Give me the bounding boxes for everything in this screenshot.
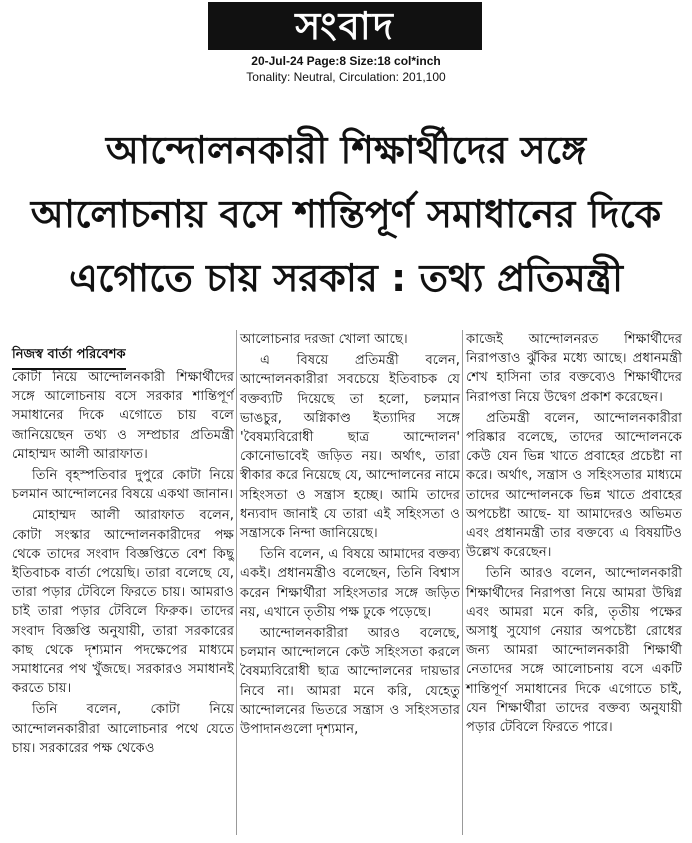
column-divider <box>236 330 237 835</box>
paragraph: তিনি বলেন, এ বিষয়ে আমাদের বক্তব্য একই। প্রধানমন্ত্রীও বলেছেন, তিনি বিশ্বাস করেন শিক্ষার্থীরা সহিংসতার সঙ্গে জড়িত নয়, এখানে তৃতীয় পক্ষ ঢুকে পড়েছে। <box>240 547 460 620</box>
clipping-meta-tonality: Tonality: Neutral, Circulation: 201,100 <box>246 70 446 84</box>
column-divider <box>462 330 463 835</box>
article-column-1 <box>12 368 234 760</box>
paragraph: এ বিষয়ে প্রতিমন্ত্রী বলেন, আন্দোলনকারীরা সবচেয়ে ইতিবাচক যে বক্তব্যটি দিয়েছে তা হলো, চলমান ভাঙচুর, অগ্নিকাণ্ড ইত্যাদির সঙ্গে 'বৈষম্যবিরোধী ছাত্র আন্দোলন' কোনোভাবেই জড়িত নয়। অর্থাৎ, তারা স্বীকার করে নিয়েছে যে, আন্দোলনের নামে সহিংসতা ও সন্ত্রাস হচ্ছে। আমি তাদের ধন্যবাদ জানাই যে তারা এই সহিংসতা ও সন্ত্রাসকে নিন্দা জানিয়েছে। <box>240 353 460 542</box>
paragraph: আলোচনার দরজা খোলা আছে। <box>240 332 408 347</box>
paragraph: কাজেই আন্দোলনরত শিক্ষার্থীদের নিরাপত্তাও ঝুঁকির মধ্যে আছে। প্রধানমন্ত্রী শেখ হাসিনা তার বক্তব্যেও শিক্ষার্থীদের নিরাপত্তা নিয়ে উদ্বেগ প্রকাশ করেছেন। <box>466 332 682 405</box>
headline-line-2: আলোচনায় বসে শান্তিপূর্ণ সমাধানের দিকে <box>30 192 662 236</box>
byline: নিজস্ব বার্তা পরিবেশক <box>12 345 126 370</box>
headline-line-1: আন্দোলনকারী শিক্ষার্থীদের সঙ্গে <box>105 128 587 172</box>
newspaper-logo: সংবাদ <box>208 2 482 50</box>
paragraph: তিনি বৃহস্পতিবার দুপুরে কোটা নিয়ে চলমান আন্দোলনের বিষয়ে একথা জানান। <box>12 468 234 503</box>
paragraph: আন্দোলনকারীরা আরও বলেছে, চলমান আন্দোলনে কেউ সহিংসতা করলে বৈষম্যবিরোধী ছাত্র আন্দোলনের দায়ভার নিবে না। আমরা মনে করি, যেহেতু আন্দোলনের ভিতরে সন্ত্রাস ও সহিংসতার উপাদানগুলো দৃশ্যমান, <box>240 626 460 738</box>
paragraph: প্রতিমন্ত্রী বলেন, আন্দোলনকারীরা পরিষ্কার বলেছে, তাদের আন্দোলনকে কেউ যেন ভিন্ন খাতে প্রবাহের প্রচেষ্টা না করে। অর্থাৎ, সন্ত্রাস ও সহিংসতার মাধ্যমে তাদের আন্দোলনকে ভিন্ন খাতে প্রবাহের অপচেষ্টা আছে- যা আমাদেরও অভিমত এবং প্রধানমন্ত্রী তার বক্তব্যে এ বিষয়টিও উল্লেখ করেছেন। <box>466 410 682 561</box>
clipping-meta-date: 20-Jul-24 Page:8 Size:18 col*inch <box>251 54 441 68</box>
paragraph: তিনি বলেন, কোটা নিয়ে আন্দোলনকারীরা আলোচনার পথে যেতে চায়। সরকারের পক্ষ থেকেও <box>12 702 234 756</box>
article-headline <box>10 118 682 310</box>
headline-line-3: এগোতে চায় সরকার : তথ্য প্রতিমন্ত্রী <box>69 256 623 300</box>
paragraph: কোটা নিয়ে আন্দোলনকারী শিক্ষার্থীদের সঙ্গে আলোচনায় বসে সরকার শান্তিপূর্ণ সমাধানের দিকে এগোতে চায় বলে জানিয়েছেন তথ্য ও সম্প্রচার প্রতিমন্ত্রী মোহাম্মদ আলী আরাফাত। <box>12 370 234 462</box>
article-column-3 <box>466 330 682 739</box>
paragraph: মোহাম্মদ আলী আরাফাত বলেন, কোটা সংস্কার আন্দোলনকারীদের পক্ষ থেকে তাদের সংবাদ বিজ্ঞপ্তিতে বেশ কিছু ইতিবাচক বার্তা পেয়েছি। তারা বলেছে যে, তারা পড়ার টেবিলে ফিরতে চায়। আমরাও চাই তারা পড়ার টেবিলে ফিরুক। তাদের সংবাদ বিজ্ঞপ্তি অনুযায়ী, তারা সরকারের কাছ থেকে দৃশ্যমান পদক্ষেপের মাধ্যমে সমাধানের পথ খুঁজছে। সরকারও সমাধানই করতে চায়। <box>12 508 234 697</box>
article-column-2 <box>240 330 460 741</box>
paragraph: তিনি আরও বলেন, আন্দোলনকারী শিক্ষার্থীদের নিরাপত্তা নিয়ে আমরা উদ্বিগ্ন এবং আমরা মনে করি, তৃতীয় পক্ষের অসাধু সুযোগ নেয়ার অপচেষ্টা রোধের জন্য আমরা আন্দোলনকারী শিক্ষার্থী নেতাদের সঙ্গে আলোচনায় বসে একটি শান্তিপূর্ণ সমাধানের দিকে এগোতে চাই, যেন শিক্ষার্থীরা তাদের বক্তব্য অনুযায়ী পড়ার টেবিলে ফিরতে পারে। <box>466 566 682 736</box>
